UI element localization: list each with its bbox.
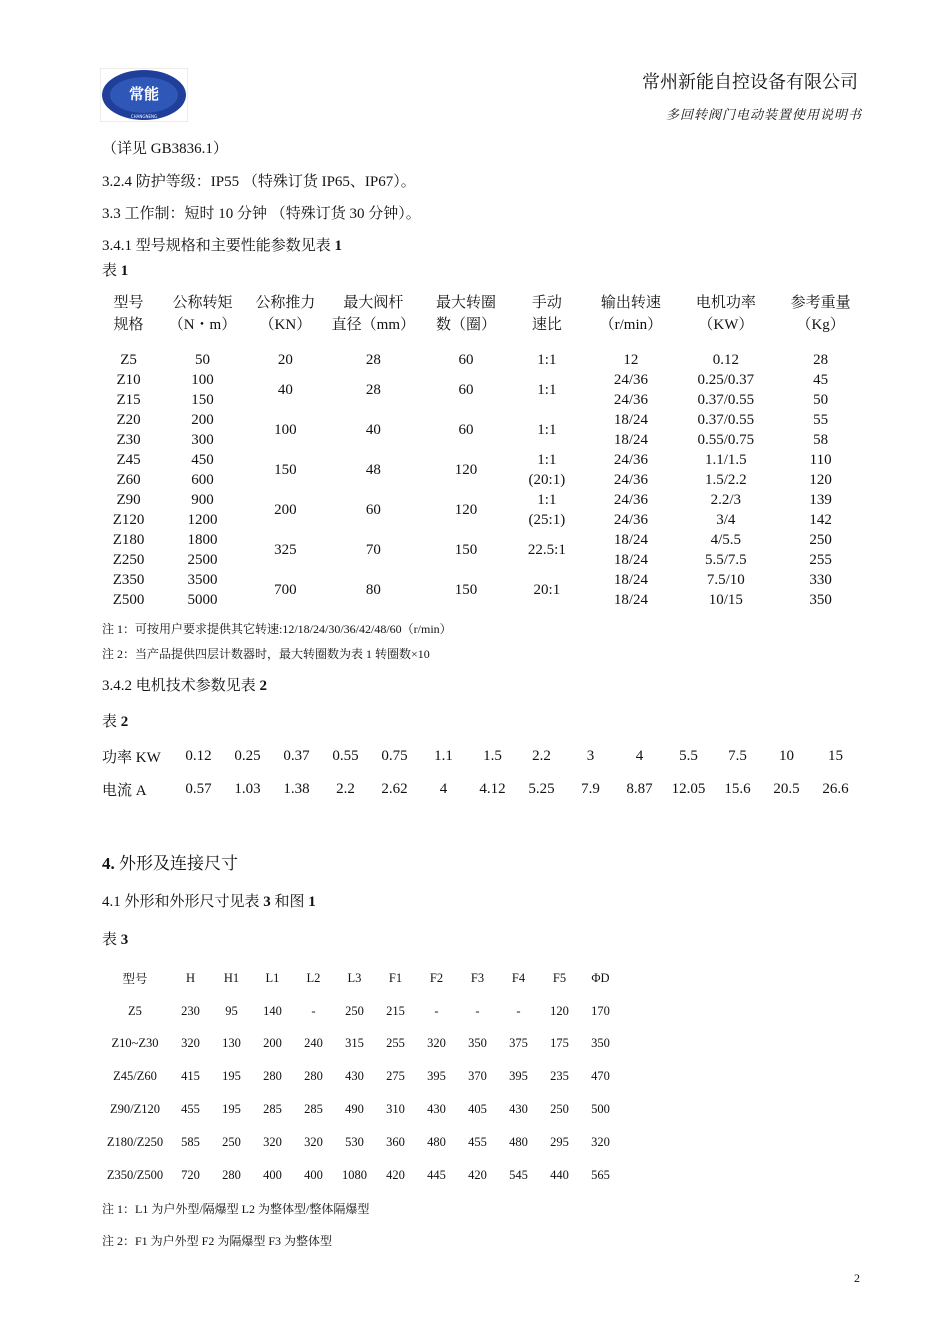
header-spacer — [98, 336, 868, 350]
ratio-line: 22.5:1 — [527, 542, 566, 558]
table-cell: 565 — [591, 1167, 610, 1182]
table-cell: 1200 — [187, 512, 218, 528]
table-cell: 1.1 — [434, 748, 453, 764]
table-cell: Z180/Z250 — [106, 1134, 164, 1149]
table-cell-thrust: 200 — [274, 502, 297, 518]
table-cell: 250 — [345, 1003, 364, 1018]
table-cell: 5.25 — [528, 781, 555, 797]
table-cell: 4 — [439, 781, 448, 797]
table-cell: 455 — [181, 1102, 200, 1117]
table-cell: 450 — [191, 452, 214, 468]
table-cell: 12.05 — [671, 781, 706, 797]
table-row — [100, 1093, 621, 1126]
table-cell: 1.1/1.5 — [705, 452, 747, 468]
company-logo — [100, 68, 188, 122]
text-gb-reference: （详见 GB3836.1） — [102, 141, 228, 157]
spec-table — [98, 292, 868, 610]
table-row — [98, 530, 868, 550]
table1-note-1: 注 1：可按用户要求提供其它转速:12/18/24/30/36/42/48/60（r/min） — [102, 622, 452, 636]
table-cell: Z45 — [116, 452, 141, 468]
table-cell: 24/36 — [613, 472, 648, 488]
table-cell: 600 — [191, 472, 214, 488]
table-cell-ratio — [510, 370, 583, 410]
table-row — [100, 1060, 621, 1093]
table-cell: 0.55 — [332, 748, 359, 764]
table-cell: 3500 — [187, 572, 218, 588]
table1-note-2: 注 2：当产品提供四层计数器时，最大转圈数为表 1 转圈数×10 — [102, 647, 430, 661]
table1-label: 表 1 — [102, 263, 129, 279]
row-label: 功率 KW — [102, 750, 161, 766]
table-cell: 285 — [263, 1102, 282, 1117]
table-header-cell — [678, 292, 773, 336]
table-cell: 2.2/3 — [710, 492, 742, 508]
text-section-341: 3.4.1 型号规格和主要性能参数见表 1 — [102, 238, 343, 254]
table-cell: - — [475, 1003, 480, 1018]
table-cell: 480 — [427, 1134, 446, 1149]
table-cell: 0.25 — [234, 748, 261, 764]
table-cell: 235 — [550, 1069, 569, 1084]
table-cell: Z15 — [116, 392, 141, 408]
table-cell-stem: 80 — [365, 582, 381, 598]
table-cell: Z250 — [112, 552, 145, 568]
table-cell: 0.25/0.37 — [697, 372, 755, 388]
table-cell: Z350 — [112, 572, 145, 588]
table-cell: 18/24 — [613, 552, 648, 568]
header-line: （N・m） — [168, 317, 237, 333]
table-cell: 7.5/10 — [706, 572, 745, 588]
table-cell: 18/24 — [613, 572, 648, 588]
table-cell-ratio — [510, 570, 583, 610]
table-cell-turns: 60 — [458, 352, 474, 368]
table-cell: Z10 — [116, 372, 141, 388]
table-cell-ratio — [510, 410, 583, 450]
header-line: 公称转矩 — [172, 295, 233, 311]
table-cell: 3 — [586, 748, 595, 764]
table-cell: 120 — [809, 472, 832, 488]
row-label: 电流 A — [102, 783, 147, 799]
table-cell: Z180 — [112, 532, 145, 548]
table-cell: 4.12 — [479, 781, 506, 797]
table-cell: 420 — [386, 1167, 405, 1182]
table-cell: 275 — [386, 1069, 405, 1084]
header-line: 规格 — [113, 317, 144, 333]
table-cell: 120 — [550, 1003, 569, 1018]
table-cell: Z90 — [116, 492, 141, 508]
ratio-line: 1:1 — [537, 352, 557, 368]
table-cell: 320 — [427, 1036, 446, 1051]
table-header-cell: L1 — [265, 970, 280, 985]
ratio-line: (25:1) — [528, 512, 566, 528]
table-cell: 350 — [809, 592, 832, 608]
table3-label: 表 3 — [102, 932, 129, 948]
company-name: 常州新能自控设备有限公司 — [642, 72, 858, 93]
table-cell: Z5 — [120, 352, 137, 368]
table-cell: Z20 — [116, 412, 141, 428]
table-cell: 285 — [304, 1102, 323, 1117]
table-cell: 0.12 — [185, 748, 212, 764]
table-cell: 370 — [468, 1069, 487, 1084]
document-title: 多回转阀门电动装置使用说明书 — [665, 108, 862, 123]
table-cell: 50 — [813, 392, 829, 408]
table-cell: 24/36 — [613, 492, 648, 508]
table-cell: 200 — [191, 412, 214, 428]
spacer-cell — [98, 336, 159, 350]
table-cell: 545 — [509, 1167, 528, 1182]
section-4-heading: 4. 外形及连接尺寸 — [102, 854, 238, 873]
table-cell: 58 — [813, 432, 829, 448]
table-cell: 1.38 — [283, 781, 310, 797]
table-cell: 12 — [623, 352, 639, 368]
table-cell: Z45/Z60 — [113, 1069, 157, 1084]
header-line: 速比 — [531, 317, 562, 333]
table-cell: 455 — [468, 1134, 487, 1149]
table-cell: 470 — [591, 1069, 610, 1084]
table-cell: 320 — [591, 1134, 610, 1149]
table-row — [100, 1159, 621, 1192]
table3-note-1: 注 1：L1 为户外型/隔爆型 L2 为整体型/整体隔爆型 — [102, 1202, 370, 1216]
table-cell: 320 — [304, 1134, 323, 1149]
table-header-cell: F2 — [429, 970, 444, 985]
table-cell: 420 — [468, 1167, 487, 1182]
table-cell: 395 — [427, 1069, 446, 1084]
table-cell: 45 — [813, 372, 829, 388]
header-line: 直径（mm） — [331, 317, 415, 333]
dimension-table — [100, 962, 621, 1192]
table-cell: Z60 — [116, 472, 141, 488]
table-cell: 0.57 — [185, 781, 212, 797]
ratio-line: 1:1 — [537, 492, 557, 508]
table-cell: 405 — [468, 1102, 487, 1117]
motor-table — [102, 740, 860, 806]
header-line: 数（圈） — [436, 317, 497, 333]
table-cell: 445 — [427, 1167, 446, 1182]
table-header-cell — [583, 292, 678, 336]
header-line: 最大阀杆 — [343, 295, 404, 311]
table-cell: Z120 — [112, 512, 145, 528]
table-cell: 320 — [181, 1036, 200, 1051]
table-cell-thrust: 150 — [274, 462, 297, 478]
table-cell: 400 — [304, 1167, 323, 1182]
text-section-41: 4.1 外形和外形尺寸见表 3 和图 1 — [102, 894, 316, 910]
text-protection-level: 3.2.4 防护等级：IP55 （特殊订货 IP65、IP67）。 — [102, 174, 416, 190]
table-cell: 0.75 — [381, 748, 408, 764]
table-cell: - — [434, 1003, 439, 1018]
header-line: （KW） — [698, 317, 754, 333]
table-cell: 215 — [386, 1003, 405, 1018]
table-cell: 0.37/0.55 — [697, 412, 755, 428]
table-cell: Z90/Z120 — [110, 1102, 160, 1117]
table-row — [100, 1126, 621, 1159]
table-cell: 255 — [386, 1036, 405, 1051]
table-cell: 10/15 — [708, 592, 743, 608]
table-cell: 28 — [813, 352, 829, 368]
table-cell: 250 — [550, 1102, 569, 1117]
table-cell: 4/5.5 — [710, 532, 742, 548]
header-line: 手动 — [531, 295, 562, 311]
table-cell: 20.5 — [773, 781, 800, 797]
table-cell-stem: 40 — [365, 422, 381, 438]
table-cell: 95 — [225, 1003, 238, 1018]
table-cell: 350 — [591, 1036, 610, 1051]
ratio-line: (20:1) — [528, 472, 566, 488]
table-cell: 24/36 — [613, 512, 648, 528]
logo-ring-text: CHANGNENG — [130, 114, 158, 119]
header-line: 电机功率 — [695, 295, 756, 311]
table-header-cell — [325, 292, 422, 336]
table-row — [98, 450, 868, 470]
table-cell: 280 — [304, 1069, 323, 1084]
table-cell-turns: 60 — [458, 382, 474, 398]
table-cell-turns: 60 — [458, 422, 474, 438]
table-cell: 175 — [550, 1036, 569, 1051]
table-header-cell: 型号 — [122, 972, 148, 987]
table-cell: 142 — [809, 512, 832, 528]
table-cell: 140 — [263, 1003, 282, 1018]
text-section-342: 3.4.2 电机技术参数见表 2 — [102, 678, 268, 694]
ratio-line: 1:1 — [537, 422, 557, 438]
table-header-cell: F5 — [552, 970, 567, 985]
table-cell: 500 — [591, 1102, 610, 1117]
page-number: 2 — [854, 1271, 860, 1285]
table-header-cell — [510, 292, 583, 336]
table-cell: 350 — [468, 1036, 487, 1051]
table-cell: 2.2 — [336, 781, 355, 797]
table-row — [102, 740, 860, 773]
table-cell-ratio — [510, 350, 583, 370]
table-cell-thrust: 700 — [274, 582, 297, 598]
table-cell: Z350/Z500 — [106, 1167, 164, 1182]
table-row — [100, 995, 621, 1028]
table-cell-ratio — [510, 450, 583, 490]
header-line: （r/min） — [599, 317, 663, 333]
table-cell: 1.03 — [234, 781, 261, 797]
table-cell: 310 — [386, 1102, 405, 1117]
table-cell: 2500 — [187, 552, 218, 568]
table-cell: 720 — [181, 1167, 200, 1182]
table-cell: 195 — [222, 1069, 241, 1084]
table-cell: 5.5 — [679, 748, 698, 764]
ratio-line: 1:1 — [537, 452, 557, 468]
ratio-line: 1:1 — [537, 382, 557, 398]
table-header-cell: H1 — [223, 970, 240, 985]
table-cell: 440 — [550, 1167, 569, 1182]
text-work-system: 3.3 工作制：短时 10 分钟 （特殊订货 30 分钟）。 — [102, 206, 421, 222]
table2-label: 表 2 — [102, 714, 129, 730]
ratio-line: 20:1 — [533, 582, 561, 598]
table-cell: 415 — [181, 1069, 200, 1084]
table-row — [98, 410, 868, 430]
table-cell: 0.37 — [283, 748, 310, 764]
table-cell: 18/24 — [613, 532, 648, 548]
table-cell: 430 — [345, 1069, 364, 1084]
table-cell-turns: 150 — [454, 582, 478, 598]
table-cell: 50 — [194, 352, 210, 368]
table-cell: 900 — [191, 492, 214, 508]
table-cell-stem: 28 — [365, 382, 381, 398]
table-header-cell: L2 — [306, 970, 321, 985]
table-cell: 150 — [191, 392, 214, 408]
table-header-cell — [159, 292, 246, 336]
table-cell-stem: 48 — [365, 462, 381, 478]
table-header-cell: H — [185, 970, 196, 985]
table-cell-turns: 120 — [454, 462, 478, 478]
table-cell-thrust: 100 — [274, 422, 297, 438]
table-cell: 110 — [809, 452, 832, 468]
table-cell: 230 — [181, 1003, 200, 1018]
table-cell: 300 — [191, 432, 214, 448]
table-cell: 24/36 — [613, 392, 648, 408]
table-cell: 15.6 — [724, 781, 751, 797]
table-cell: 330 — [809, 572, 832, 588]
table-cell: 100 — [191, 372, 214, 388]
table-cell: 18/24 — [613, 592, 648, 608]
table-cell: 430 — [509, 1102, 528, 1117]
table-cell: 255 — [809, 552, 832, 568]
table-cell: 200 — [263, 1036, 282, 1051]
table-cell-stem: 70 — [365, 542, 381, 558]
table-cell: Z5 — [128, 1003, 142, 1018]
table-cell: 315 — [345, 1036, 364, 1051]
table-cell: 530 — [345, 1134, 364, 1149]
table-cell: 250 — [809, 532, 832, 548]
table-cell: 170 — [591, 1003, 610, 1018]
table-cell: 1080 — [342, 1167, 367, 1182]
table-cell: 7.5 — [728, 748, 747, 764]
header-line: 型号 — [113, 295, 144, 311]
table-header-cell: F3 — [470, 970, 485, 985]
table-row — [98, 350, 868, 370]
table-header-cell — [246, 292, 325, 336]
table-header-cell — [422, 292, 511, 336]
table-cell: 130 — [222, 1036, 241, 1051]
header-line: 公称推力 — [255, 295, 316, 311]
table-cell-stem: 28 — [365, 352, 381, 368]
table-cell: 1800 — [187, 532, 218, 548]
table-cell: 24/36 — [613, 452, 648, 468]
header-line: 输出转速 — [600, 295, 661, 311]
header-line: （Kg） — [796, 317, 845, 333]
table-cell-thrust: 40 — [277, 382, 293, 398]
table-header-cell: ΦD — [591, 970, 610, 985]
table-cell: 18/24 — [613, 432, 648, 448]
table-cell: 5.5/7.5 — [705, 552, 747, 568]
table-cell: 4 — [635, 748, 644, 764]
table-cell: 280 — [263, 1069, 282, 1084]
table-header-row — [100, 962, 621, 995]
table-cell: - — [516, 1003, 521, 1018]
table3-note-2: 注 2：F1 为户外型 F2 为隔爆型 F3 为整体型 — [102, 1234, 333, 1248]
table-cell: - — [311, 1003, 316, 1018]
table-cell-ratio — [510, 530, 583, 570]
table-cell: 430 — [427, 1102, 446, 1117]
table-row — [98, 570, 868, 590]
table-cell: 320 — [263, 1134, 282, 1149]
table-cell: 10 — [779, 748, 794, 764]
table-cell: 490 — [345, 1102, 364, 1117]
table-cell: 250 — [222, 1134, 241, 1149]
table-cell: 295 — [550, 1134, 569, 1149]
table-row — [102, 773, 860, 806]
table-cell: 195 — [222, 1102, 241, 1117]
table-cell: 24/36 — [613, 372, 648, 388]
table-row — [98, 490, 868, 510]
table-header-cell — [98, 292, 159, 336]
table-cell: 1.5 — [483, 748, 502, 764]
table-row — [100, 1028, 621, 1061]
table-cell: 0.12 — [712, 352, 739, 368]
table-cell: 5000 — [187, 592, 218, 608]
table-cell-stem: 60 — [365, 502, 381, 518]
table-cell: Z30 — [116, 432, 141, 448]
table-cell: 139 — [809, 492, 832, 508]
table-cell: 18/24 — [613, 412, 648, 428]
table-cell-turns: 150 — [454, 542, 478, 558]
table-cell: 360 — [386, 1134, 405, 1149]
table-cell: 280 — [222, 1167, 241, 1182]
table-cell-thrust: 20 — [277, 352, 293, 368]
table-cell: Z10~Z30 — [111, 1036, 159, 1051]
table-header-cell: F1 — [388, 970, 403, 985]
table-cell-turns: 120 — [454, 502, 478, 518]
table-header-cell: F4 — [511, 970, 526, 985]
logo-text: 常能 — [128, 85, 160, 103]
table-cell: 375 — [509, 1036, 528, 1051]
table-cell: 7.9 — [581, 781, 600, 797]
header-line: 参考重量 — [790, 295, 851, 311]
table-cell: 400 — [263, 1167, 282, 1182]
table-cell: Z500 — [112, 592, 145, 608]
table-cell: 240 — [304, 1036, 323, 1051]
table-cell: 26.6 — [822, 781, 849, 797]
table-header-row — [98, 292, 868, 336]
table-cell: 0.55/0.75 — [697, 432, 755, 448]
table-cell: 585 — [181, 1134, 200, 1149]
table-cell: 55 — [813, 412, 829, 428]
table-cell-ratio — [510, 490, 583, 530]
header-line: （KN） — [259, 317, 312, 333]
table-cell: 2.2 — [532, 748, 551, 764]
table-cell: 480 — [509, 1134, 528, 1149]
table-cell: 2.62 — [381, 781, 408, 797]
table-cell: 15 — [828, 748, 843, 764]
header-line: 最大转圈 — [436, 295, 497, 311]
table-header-cell — [773, 292, 868, 336]
table-cell: 3/4 — [716, 512, 736, 528]
table-cell: 8.87 — [626, 781, 653, 797]
table-cell: 395 — [509, 1069, 528, 1084]
table-cell: 0.37/0.55 — [697, 392, 755, 408]
table-header-cell: L3 — [347, 970, 362, 985]
table-cell-thrust: 325 — [274, 542, 297, 558]
table-row — [98, 370, 868, 390]
table-cell: 1.5/2.2 — [705, 472, 747, 488]
